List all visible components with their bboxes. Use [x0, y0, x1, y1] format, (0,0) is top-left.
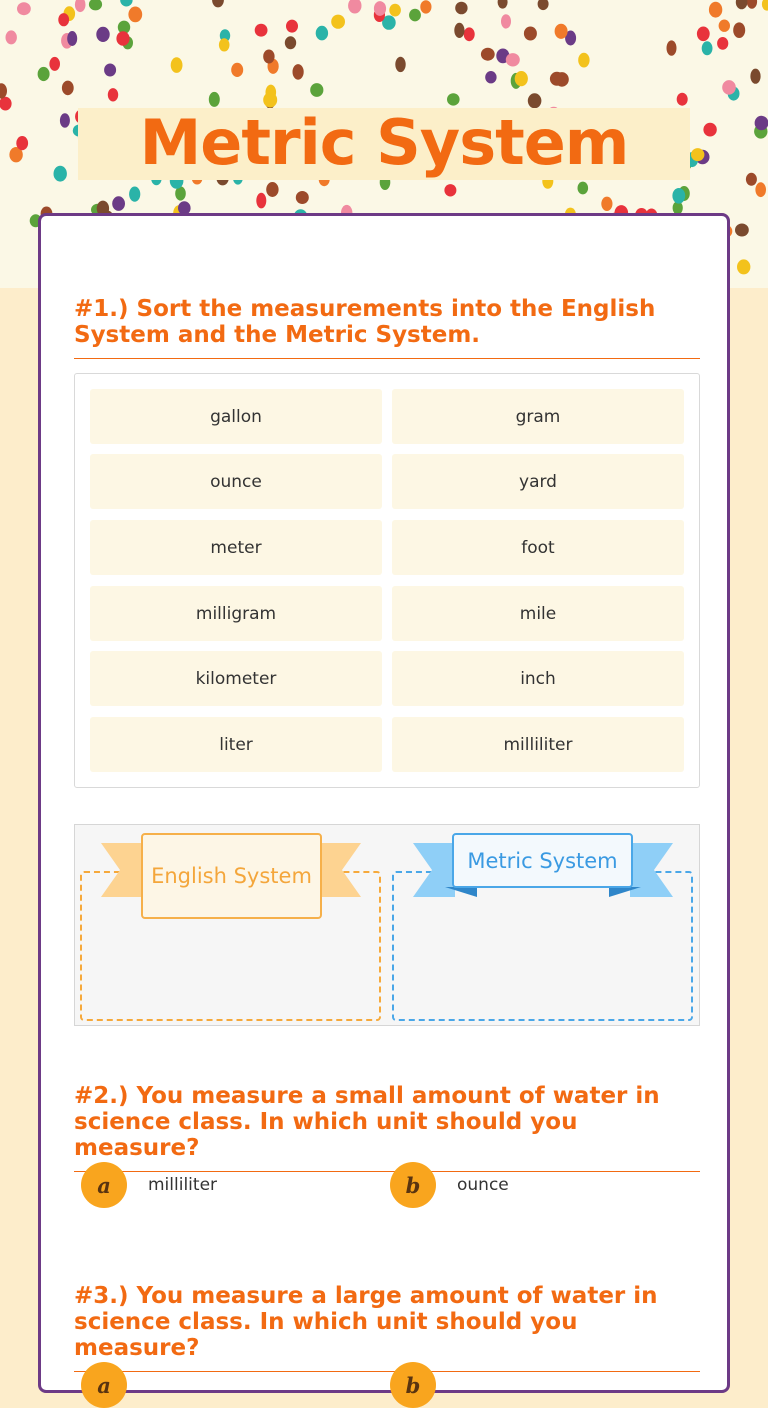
english-system-label: English System	[141, 833, 322, 919]
confetti-dot	[719, 20, 730, 32]
confetti-dot	[0, 83, 7, 98]
confetti-dot	[709, 2, 722, 18]
sort-item[interactable]: liter	[90, 717, 382, 772]
confetti-dot	[120, 0, 132, 7]
metric-system-label: Metric System	[452, 833, 633, 888]
confetti-dot	[515, 71, 528, 86]
choice-letter-badge: b	[390, 1362, 436, 1408]
confetti-dot	[212, 0, 224, 7]
sort-item[interactable]: inch	[392, 651, 684, 706]
confetti-dot	[38, 67, 50, 81]
confetti-dot	[722, 80, 736, 95]
english-ribbon-right-tail	[318, 843, 361, 897]
choice-letter-badge: b	[390, 1162, 436, 1208]
confetti-dot	[601, 197, 612, 211]
confetti-dot	[506, 53, 520, 66]
confetti-dot	[331, 15, 345, 29]
metric-ribbon-right-tail	[630, 843, 673, 897]
sort-item[interactable]: gallon	[90, 389, 382, 444]
confetti-dot	[538, 0, 549, 10]
confetti-dot	[108, 88, 118, 101]
question-3-choice-b[interactable]	[390, 1362, 457, 1408]
confetti-dot	[550, 72, 564, 86]
confetti-dot	[717, 37, 728, 50]
page-title: Metric System	[139, 106, 629, 179]
choice-label: ounce	[457, 1175, 509, 1195]
confetti-dot	[444, 184, 456, 196]
sort-item[interactable]: foot	[392, 520, 684, 575]
choice-letter-badge: a	[81, 1362, 127, 1408]
confetti-dot	[498, 0, 508, 9]
confetti-dot	[75, 0, 86, 12]
confetti-dot	[49, 57, 60, 71]
confetti-dot	[112, 196, 125, 211]
confetti-dot	[256, 193, 266, 209]
confetti-dot	[296, 191, 309, 204]
confetti-dot	[736, 0, 748, 9]
confetti-dot	[750, 69, 760, 84]
confetti-dot	[702, 41, 713, 55]
confetti-dot	[104, 64, 116, 77]
sort-item[interactable]: ounce	[90, 454, 382, 509]
confetti-dot	[293, 64, 304, 80]
confetti-dot	[747, 0, 757, 9]
question-2-title: #2.) You measure a small amount of water in science class. In which unit should you measure?	[74, 1083, 700, 1172]
sort-item[interactable]: milliliter	[392, 717, 684, 772]
confetti-dot	[735, 224, 749, 237]
confetti-dot	[481, 48, 495, 61]
confetti-dot	[555, 24, 568, 39]
sort-item[interactable]: gram	[392, 389, 684, 444]
confetti-dot	[348, 0, 361, 14]
confetti-dot	[485, 71, 496, 83]
confetti-dot	[454, 23, 464, 38]
sort-item[interactable]: mile	[392, 586, 684, 641]
confetti-dot	[89, 0, 102, 10]
confetti-dot	[209, 92, 220, 107]
choice-label: milliliter	[148, 1175, 218, 1195]
sort-item[interactable]: kilometer	[90, 651, 382, 706]
confetti-dot	[578, 182, 589, 195]
confetti-dot	[455, 2, 467, 15]
confetti-dot	[286, 20, 298, 33]
confetti-dot	[737, 259, 750, 274]
confetti-dot	[285, 36, 296, 49]
confetti-dot	[667, 40, 677, 55]
confetti-dot	[762, 0, 768, 11]
confetti-dot	[116, 31, 129, 46]
confetti-dot	[374, 1, 386, 16]
confetti-dot	[62, 81, 74, 96]
confetti-dot	[6, 30, 17, 44]
confetti-dot	[464, 27, 475, 41]
confetti-dot	[672, 188, 685, 204]
metric-ribbon-left-tail	[413, 843, 455, 897]
confetti-dot	[96, 27, 109, 42]
confetti-dot	[389, 4, 401, 17]
confetti-dot	[255, 24, 268, 37]
question-1-title: #1.) Sort the measurements into the English System and the Metric System.	[74, 296, 700, 359]
question-3-title: #3.) You measure a large amount of water in science class. In which unit should you measure?	[74, 1283, 700, 1372]
confetti-dot	[67, 31, 77, 46]
confetti-dot	[17, 2, 31, 15]
english-ribbon-left-tail	[101, 843, 145, 897]
confetti-dot	[129, 187, 140, 202]
confetti-dot	[219, 38, 230, 51]
sort-item[interactable]: meter	[90, 520, 382, 575]
worksheet-card	[38, 213, 730, 1398]
sort-item[interactable]: milligram	[90, 586, 382, 641]
sort-item[interactable]: yard	[392, 454, 684, 509]
confetti-dot	[310, 83, 323, 97]
confetti-dot	[524, 27, 537, 41]
confetti-dot	[231, 63, 243, 77]
confetti-dot	[263, 50, 274, 64]
confetti-dot	[420, 0, 431, 13]
confetti-dot	[733, 22, 745, 38]
sort-items-box	[74, 373, 700, 788]
question-2-choice-b[interactable]	[390, 1162, 509, 1208]
confetti-dot	[171, 57, 183, 73]
choice-letter-badge: a	[81, 1162, 127, 1208]
question-3-choice-a[interactable]	[81, 1362, 148, 1408]
confetti-dot	[578, 53, 589, 68]
confetti-dot	[266, 182, 278, 197]
question-2-choice-a[interactable]	[81, 1162, 217, 1208]
confetti-dot	[409, 9, 421, 22]
confetti-dot	[501, 14, 511, 28]
confetti-dot	[697, 27, 710, 42]
confetti-dot	[128, 6, 142, 22]
confetti-dot	[447, 93, 460, 105]
confetti-dot	[395, 57, 405, 72]
sort-bins-area	[74, 824, 700, 1026]
confetti-dot	[755, 182, 766, 197]
confetti-dot	[677, 93, 688, 106]
confetti-dot	[58, 13, 69, 26]
confetti-dot	[316, 26, 328, 41]
